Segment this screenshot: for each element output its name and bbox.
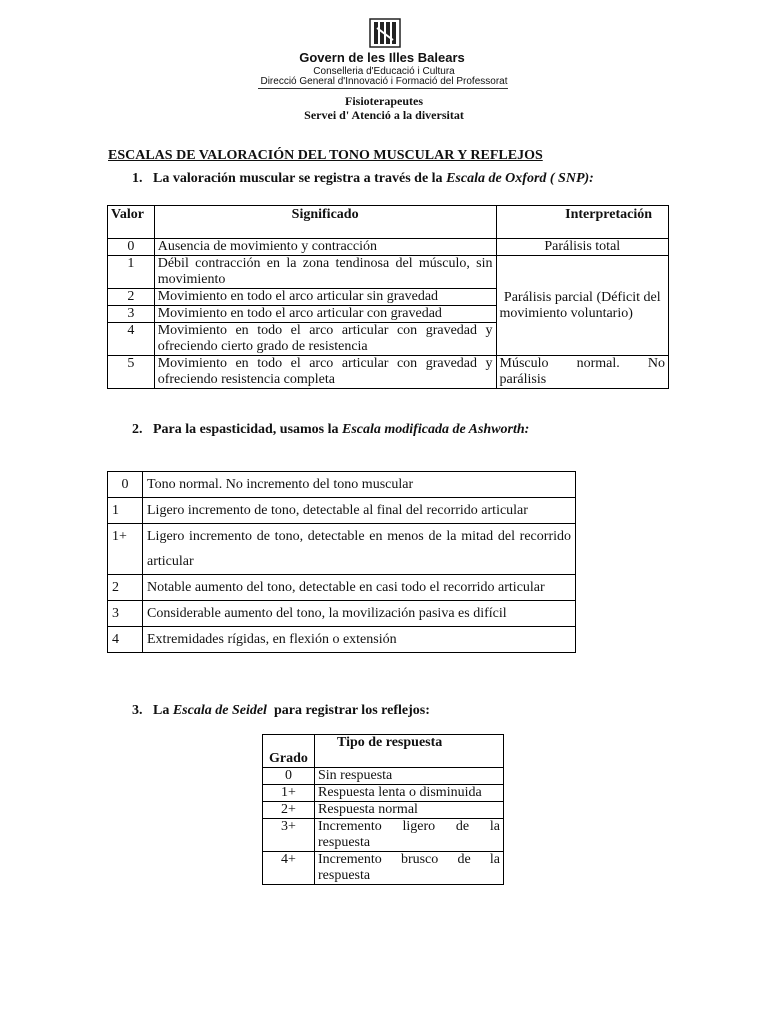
section1-heading — [132, 171, 594, 187]
description-cell: Considerable aumento del tono, la movilización pasiva es difícil — [143, 601, 576, 627]
header-divider — [258, 88, 508, 89]
institution-name: Govern de les Illes Balears — [299, 50, 465, 65]
grade-cell: 0 — [263, 768, 315, 785]
column-header-valor: Valor — [108, 206, 155, 239]
table-row — [263, 785, 504, 802]
government-crest-logo — [369, 18, 401, 48]
table-row — [263, 768, 504, 785]
table-row — [108, 524, 576, 575]
section2-scale-name: Escala modificada de Ashworth: — [342, 422, 530, 437]
directorate-name: Direcció General d'Innovació i Formació del Professorat — [260, 76, 508, 87]
section3-text-after: para registrar los reflejos: — [266, 703, 430, 718]
grade-cell: 3+ — [263, 819, 315, 852]
grade-cell: 4+ — [263, 852, 315, 885]
section1-text: La valoración muscular se registra a través de la — [153, 171, 447, 186]
table-row — [108, 239, 669, 256]
interpretation-cell: Músculo normal. No parálisis — [496, 356, 668, 389]
table-row — [263, 802, 504, 819]
response-cell: Incremento ligero de la respuesta — [315, 819, 504, 852]
value-cell: 3 — [108, 306, 155, 323]
oxford-scale-table — [107, 205, 669, 389]
interpretation-cell — [496, 256, 668, 356]
section3-heading — [132, 703, 430, 719]
table-row — [108, 627, 576, 653]
interpretation-cell: Parálisis total — [496, 239, 668, 256]
column-header-interpretacion: Interpretación — [496, 206, 668, 239]
subtitle-fisioterapeutes: Fisioterapeutes — [345, 94, 423, 108]
seidel-scale-table — [262, 734, 504, 885]
grade-cell: 1 — [108, 498, 143, 524]
value-cell: 1 — [108, 256, 155, 289]
section3-text-before: La — [153, 703, 173, 718]
table-row — [108, 472, 576, 498]
ashworth-scale-table — [107, 471, 576, 653]
meaning-cell: Movimiento en todo el arco articular sin gravedad — [154, 289, 496, 306]
description-cell: Notable aumento del tono, detectable en casi todo el recorrido articular — [143, 575, 576, 601]
section1-scale-name: Escala de Oxford ( SNP): — [446, 171, 594, 186]
table-header-row — [108, 206, 669, 239]
response-cell: Respuesta normal — [315, 802, 504, 819]
value-cell: 2 — [108, 289, 155, 306]
table-header-row — [263, 735, 504, 768]
section3-scale-name: Escala de Seidel — [172, 703, 267, 718]
table-row — [108, 601, 576, 627]
subtitle-service: Servei d' Atenció a la diversitat — [304, 108, 464, 122]
grade-cell: 1+ — [108, 524, 143, 575]
table-row — [108, 575, 576, 601]
meaning-cell: Movimiento en todo el arco articular con gravedad y ofreciendo resistencia completa — [154, 356, 496, 389]
section3-number: 3. — [132, 703, 143, 718]
grade-cell: 3 — [108, 601, 143, 627]
response-cell: Incremento brusco de la respuesta — [315, 852, 504, 885]
section1-number: 1. — [132, 171, 143, 186]
description-cell: Extremidades rígidas, en flexión o extensión — [143, 627, 576, 653]
grade-cell: 2 — [108, 575, 143, 601]
description-cell: Ligero incremento de tono, detectable al final del recorrido articular — [143, 498, 576, 524]
value-cell: 4 — [108, 323, 155, 356]
description-cell: Tono normal. No incremento del tono muscular — [143, 472, 576, 498]
department-name: Conselleria d'Educació i Cultura — [313, 66, 455, 77]
meaning-cell: Movimiento en todo el arco articular con gravedad — [154, 306, 496, 323]
column-header-significado: Significado — [154, 206, 496, 239]
table-row — [108, 498, 576, 524]
document-title: ESCALAS DE VALORACIÓN DEL TONO MUSCULAR Y REFLEJOS — [108, 148, 543, 163]
value-cell: 0 — [108, 239, 155, 256]
response-cell: Respuesta lenta o disminuida — [315, 785, 504, 802]
grade-cell: 1+ — [263, 785, 315, 802]
meaning-cell: Débil contracción en la zona tendinosa del músculo, sin movimiento — [154, 256, 496, 289]
column-header-grado: Grado — [263, 735, 315, 768]
table-row — [263, 819, 504, 852]
section2-number: 2. — [132, 422, 143, 437]
table-row — [108, 256, 669, 289]
interpretation-text: Parálisis parcial (Déficit del movimiento voluntario) — [499, 289, 661, 321]
section2-heading — [132, 422, 529, 438]
meaning-cell: Movimiento en todo el arco articular con gravedad y ofreciendo cierto grado de resistencia — [154, 323, 496, 356]
section2-text: Para la espasticidad, usamos la — [153, 422, 343, 437]
table-row — [263, 852, 504, 885]
response-cell: Sin respuesta — [315, 768, 504, 785]
column-header-tipo: Tipo de respuesta — [315, 735, 504, 768]
description-cell: Ligero incremento de tono, detectable en menos de la mitad del recorrido articular — [143, 524, 576, 575]
grade-cell: 4 — [108, 627, 143, 653]
grade-cell: 0 — [108, 472, 143, 498]
table-row — [108, 356, 669, 389]
value-cell: 5 — [108, 356, 155, 389]
grade-cell: 2+ — [263, 802, 315, 819]
meaning-cell: Ausencia de movimiento y contracción — [154, 239, 496, 256]
